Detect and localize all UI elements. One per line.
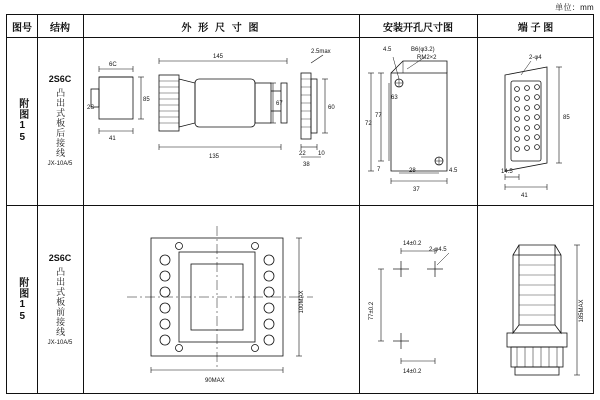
row2-structure-text: 凸出式板前接线: [55, 266, 66, 337]
header-divider: [7, 37, 593, 38]
row2-mounting-drawing: [363, 225, 475, 385]
svg-text:77: 77: [375, 113, 382, 119]
row2-id-cell: [7, 206, 37, 394]
svg-text:85: 85: [563, 115, 570, 121]
row-divider: [7, 205, 593, 206]
svg-text:2S: 2S: [87, 105, 95, 111]
row1-structure-sub: JX-10A/5: [47, 160, 73, 167]
row2-structure-sub: JX-10A/5: [47, 339, 73, 346]
row1-mounting-drawing: [363, 39, 475, 203]
svg-text:7: 7: [377, 167, 381, 173]
svg-text:4.5: 4.5: [383, 47, 392, 53]
row1-id-label: 附图15: [16, 98, 28, 144]
svg-text:10: 10: [318, 151, 325, 157]
row1-id-cell: [7, 37, 37, 205]
unit-note: 单位：mm: [555, 3, 594, 12]
header-col-structure: 结构: [50, 22, 70, 34]
col-divider-4: [477, 15, 478, 393]
row2-id-label: 附图15: [16, 277, 28, 323]
col-divider-2: [83, 15, 84, 393]
header-col-id: 图号: [12, 22, 32, 34]
row2-structure-code: 2S6C: [48, 253, 72, 264]
svg-text:77±0.2: 77±0.2: [369, 301, 375, 321]
svg-text:135: 135: [209, 154, 220, 160]
svg-text:90MAX: 90MAX: [205, 378, 225, 384]
row1-terminal-drawing: [481, 39, 591, 203]
svg-text:38: 38: [303, 162, 310, 168]
row2-structure-cell: [37, 206, 83, 394]
svg-text:14.5: 14.5: [501, 169, 513, 175]
col-divider-3: [359, 15, 360, 393]
svg-text:60: 60: [328, 105, 335, 111]
header-col-outline: 外 形 尺 寸 图: [181, 22, 261, 34]
svg-text:145: 145: [213, 54, 224, 60]
svg-text:2-φ4: 2-φ4: [529, 55, 542, 61]
svg-text:28: 28: [409, 168, 416, 174]
row1-outline-drawing: [85, 39, 357, 203]
svg-text:100MAX: 100MAX: [299, 290, 305, 314]
svg-text:37: 37: [413, 187, 420, 193]
row1-structure-text: 凸出式板后接线: [55, 87, 66, 158]
svg-text:22: 22: [299, 151, 306, 157]
svg-text:41: 41: [521, 193, 528, 199]
svg-text:6C: 6C: [109, 62, 117, 68]
header-col-terminal: 端 子 图: [517, 22, 554, 34]
drawing-table: [6, 14, 594, 394]
svg-text:2.5max: 2.5max: [311, 49, 331, 55]
svg-text:14±0.2: 14±0.2: [403, 369, 422, 375]
svg-text:RM2×2: RM2×2: [417, 55, 437, 61]
svg-text:41: 41: [109, 136, 116, 142]
svg-text:67: 67: [276, 101, 283, 107]
row2-outline-drawing: [117, 220, 337, 390]
svg-text:63: 63: [391, 95, 398, 101]
svg-text:4.5: 4.5: [449, 168, 458, 174]
svg-text:72: 72: [365, 121, 372, 127]
svg-text:14±0.2: 14±0.2: [403, 241, 422, 247]
svg-text:85: 85: [143, 97, 150, 103]
row1-structure-cell: [37, 37, 83, 205]
svg-text:2-φ4.5: 2-φ4.5: [429, 247, 447, 253]
row1-structure-code: 2S6C: [48, 74, 72, 85]
row2-terminal-drawing: [493, 221, 593, 389]
svg-text:B6(φ3.2): B6(φ3.2): [411, 47, 435, 53]
header-col-mounting: 安装开孔尺寸图: [383, 22, 453, 34]
svg-text:185MAX: 185MAX: [579, 299, 585, 323]
